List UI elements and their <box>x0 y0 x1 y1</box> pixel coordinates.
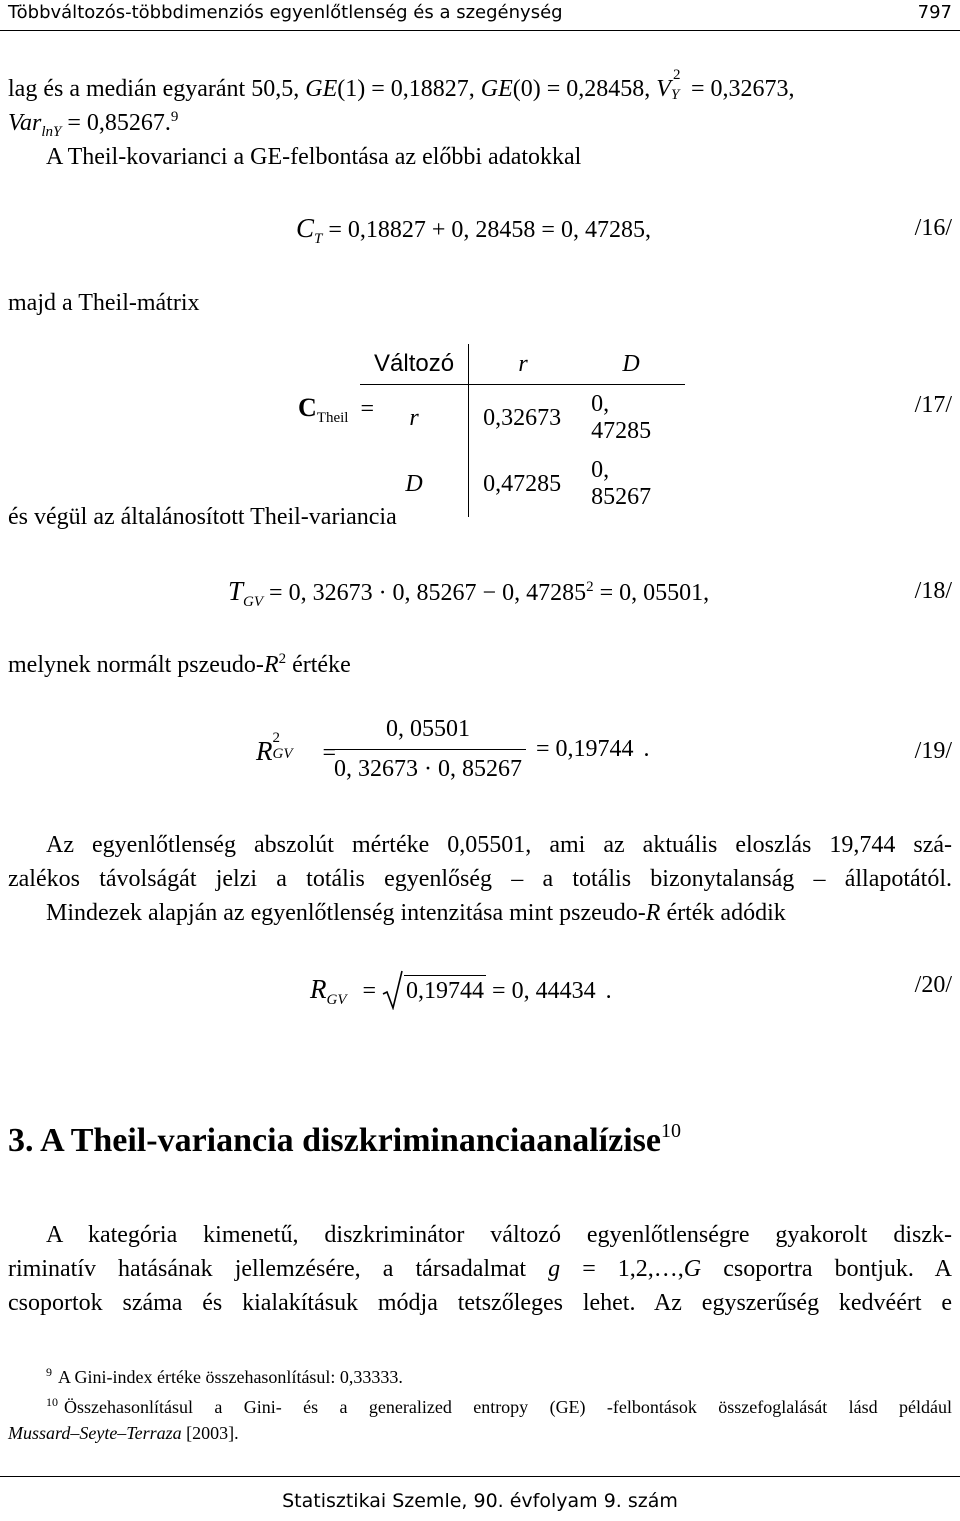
matrix-row-label-r: r <box>409 404 419 431</box>
discriminant-line-2: riminatív hatásának jellemzésére, a társadalmat g = 1,2,…,G csoportra bontjuk. A <box>8 1256 952 1282</box>
measure-line-2: zalékos távolságát jelzi a totális egyenlőség – a totális bizonytalanság – állapotától. <box>8 866 952 892</box>
fraction-bar <box>330 749 526 750</box>
equation-17-lhs: $C_{Theil}$ = <box>298 393 374 426</box>
matrix-cell: 0,32673 <box>469 385 578 452</box>
matrix-header-d: D <box>577 344 685 385</box>
section-heading: 3. A Theil-variancia diszkriminanciaanalízise$^{10}$ <box>8 1120 681 1159</box>
discriminant-line-3: csoportok száma és kialakításuk módja tetszőleges lehet. Az egyszerűség kedvéért e <box>8 1290 952 1316</box>
equation-16: $C_T = 0,18827 + 0$, 28458 = 0, 47285, <box>296 213 651 247</box>
paragraph-intro <box>8 67 952 174</box>
sqrt-sign-icon <box>382 970 404 1010</box>
footnote-9: $^9$ A Gini-index értéke összehasonlításul: 0,33333. <box>46 1365 403 1387</box>
footer-journal: Statisztikai Szemle, 90. évfolyam 9. szám <box>282 1490 678 1512</box>
running-title: Többváltozós-többdimenziós egyenlőtlenség és a szegénység <box>8 2 563 23</box>
matrix-row-r <box>360 385 685 452</box>
equation-number-20: /20/ <box>914 972 952 998</box>
intro-line-1: lag és a medián egyaránt 50,5, GE(1) = 0,18827, GE(0) = 0,28458, V Y 2 = 0,32673, <box>8 67 795 103</box>
intro-line-3: A Theil-kovarianci a GE-felbontása az előbbi adatokkal <box>46 144 582 170</box>
paragraph-theil-matrix: majd a Theil-mátrix <box>8 290 200 316</box>
paragraph-inequality-measure <box>8 828 952 930</box>
footnote-ref-9[interactable]: 9 <box>170 109 179 125</box>
matrix-row-label-d: D <box>405 470 423 497</box>
citation-authors: Mussard–Seyte–Terraza <box>8 1423 182 1443</box>
footer-rule <box>0 1476 960 1477</box>
matrix-header-r: r <box>469 344 578 385</box>
matrix-cell: 0, 47285 <box>591 391 652 444</box>
footnotes <box>8 1364 952 1446</box>
fraction-numerator: 0, 05501 <box>386 716 470 742</box>
measure-line-3: Mindezek alapján az egyenlőtlenség intenzitása mint pszeudo-R érték adódik <box>46 900 786 926</box>
equation-number-19: /19/ <box>914 738 952 764</box>
footnote-10: $^{10}$ Összehasonlításul a Gini- és a generalized entropy (GE) -felbontások összefoglalását lásd például <box>46 1395 952 1417</box>
running-header <box>0 0 960 31</box>
equation-18: $T_{GV} = 0$, 32673 · 0, 85267 − 0, $47285^2 = 0$, 05501, <box>228 576 710 610</box>
paragraph-discriminant <box>8 1218 952 1320</box>
intro-line-2: Var$_{lnY}$ = 0,85267.$^9$ <box>8 109 179 140</box>
theil-matrix-table <box>360 344 685 517</box>
equation-19-fraction <box>330 716 526 783</box>
footnote-10-citation: Mussard–Seyte–Terraza [2003]. <box>8 1423 239 1443</box>
equation-number-18: /18/ <box>914 578 952 604</box>
discriminant-line-1: A kategória kimenetű, diszkriminátor változó egyenlőtlenségre gyakorolt diszk- <box>46 1222 952 1248</box>
equation-19-result: = 0,19744 . <box>536 736 650 762</box>
matrix-header-variable: Változó <box>360 344 469 385</box>
footnote-ref-10[interactable]: 10 <box>660 1120 681 1142</box>
square-root <box>382 970 486 1010</box>
equation-number-17: /17/ <box>914 392 952 418</box>
equation-20: $R_{GV} = 0,19744 = 0$, 44434 . <box>310 970 612 1010</box>
equation-19-lhs: R 2 GV = <box>256 730 337 766</box>
matrix-header-row <box>360 344 685 385</box>
sqrt-radicand: 0,19744 <box>404 975 486 1004</box>
matrix-cell: 0, 85267 <box>591 457 652 510</box>
paragraph-pseudo-r2: melynek normált pszeudo-$R^2$ értéke <box>8 651 351 678</box>
matrix-cell: 0,47285 <box>469 451 578 517</box>
paragraph-generalized-theil: és végül az általánosított Theil-variancia <box>8 504 397 530</box>
equation-number-16: /16/ <box>914 215 952 241</box>
page-number: 797 <box>917 2 952 23</box>
measure-line-1: Az egyenlőtlenség abszolút mértéke 0,05501, ami az aktuális eloszlás 19,744 szá- <box>46 832 952 858</box>
matrix-row-d <box>360 451 685 517</box>
fraction-denominator: 0, 32673 · 0, 85267 <box>334 756 522 782</box>
